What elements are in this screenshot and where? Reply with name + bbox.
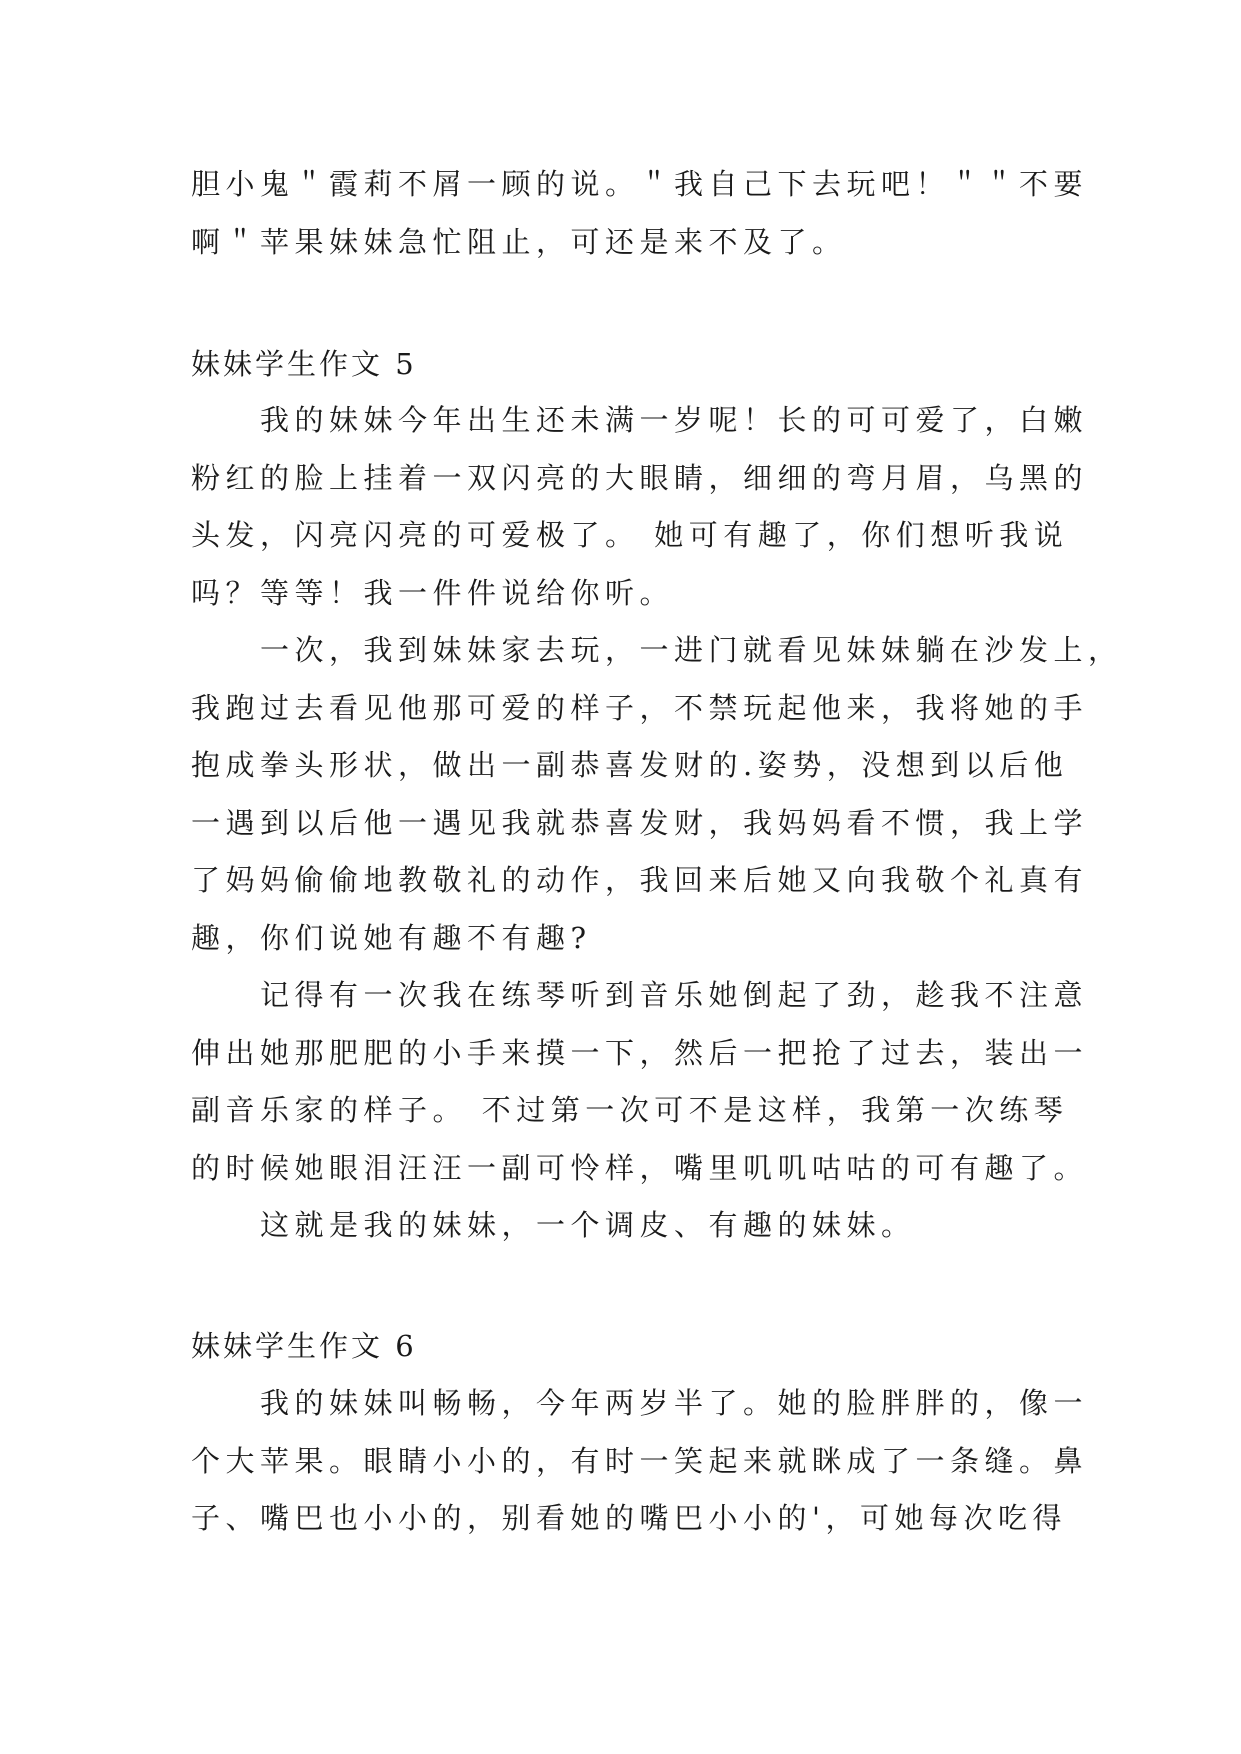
section-heading: 妹妹学生作文 6 <box>191 1329 417 1363</box>
paragraph-line: 副音乐家的样子。 不过第一次可不是这样，我第一次练琴 <box>191 1093 1069 1127</box>
paragraph-line: 胆小鬼＂霞莉不屑一顾的说。＂我自己下去玩吧！＂＂不要 <box>191 167 1089 201</box>
paragraph-line: 头发，闪亮闪亮的可爱极了。 她可有趣了，你们想听我说 <box>191 518 1069 552</box>
paragraph-line: 这就是我的妹妹，一个调皮、有趣的妹妹。 <box>191 1208 916 1242</box>
paragraph-line: 趣，你们说她有趣不有趣? <box>191 921 592 955</box>
paragraph-line: 我的妹妹叫畅畅，今年两岁半了。她的脸胖胖的，像一 <box>191 1386 1089 1420</box>
paragraph-line: 我跑过去看见他那可爱的样子，不禁玩起他来，我将她的手 <box>191 691 1089 725</box>
paragraph-line: 一次，我到妹妹家去玩，一进门就看见妹妹躺在沙发上， <box>191 633 1123 667</box>
section-heading: 妹妹学生作文 5 <box>191 347 417 381</box>
paragraph-line: 了妈妈偷偷地教敬礼的动作，我回来后她又向我敬个礼真有 <box>191 863 1089 897</box>
paragraph-line: 一遇到以后他一遇见我就恭喜发财，我妈妈看不惯，我上学 <box>191 806 1089 840</box>
paragraph-line: 伸出她那肥肥的小手来摸一下，然后一把抢了过去，装出一 <box>191 1036 1089 1070</box>
paragraph-line: 子、嘴巴也小小的，别看她的嘴巴小小的'，可她每次吃得 <box>191 1501 1067 1535</box>
paragraph-line: 吗？等等！我一件件说给你听。 <box>191 576 675 610</box>
paragraph-line: 记得有一次我在练琴听到音乐她倒起了劲，趁我不注意 <box>191 978 1089 1012</box>
paragraph-line: 啊＂苹果妹妹急忙阻止，可还是来不及了。 <box>191 225 847 259</box>
paragraph-line: 我的妹妹今年出生还未满一岁呢！长的可可爱了，白嫩 <box>191 403 1089 437</box>
paragraph-line: 抱成拳头形状，做出一副恭喜发财的.姿势，没想到以后他 <box>191 748 1069 782</box>
paragraph-line: 的时候她眼泪汪汪一副可怜样，嘴里叽叽咕咕的可有趣了。 <box>191 1151 1089 1185</box>
paragraph-line: 粉红的脸上挂着一双闪亮的大眼睛，细细的弯月眉，乌黑的 <box>191 461 1089 495</box>
paragraph-line: 个大苹果。眼睛小小的，有时一笑起来就眯成了一条缝。鼻 <box>191 1444 1089 1478</box>
